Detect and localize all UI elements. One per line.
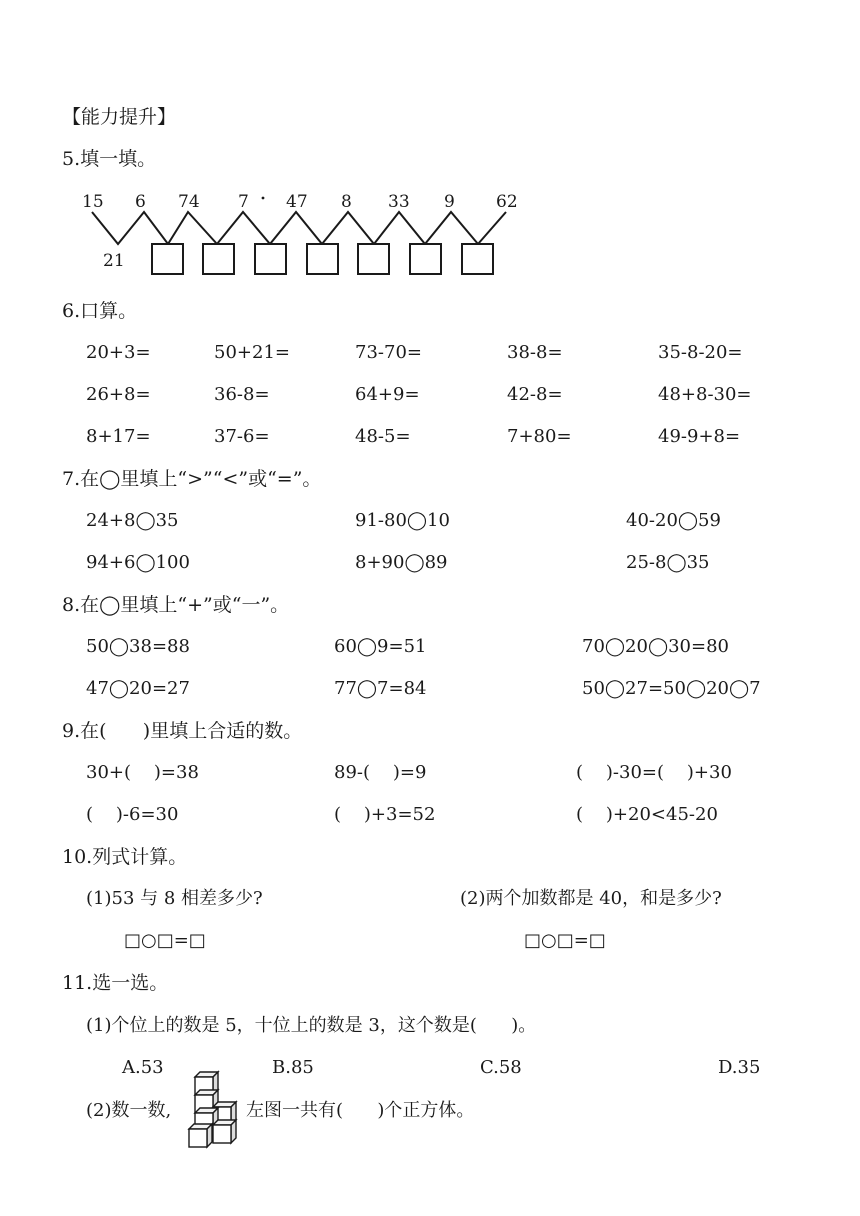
q11-option-b[interactable]: B.85 [272, 1057, 314, 1078]
q11-option-c[interactable]: C.58 [480, 1057, 522, 1078]
q5-title: 5.填一填。 [62, 148, 157, 170]
q6-item: 7+80= [507, 426, 572, 447]
q5-answer-box[interactable] [152, 244, 183, 274]
q11-sub2-prefix: (2)数一数, [86, 1100, 172, 1121]
q8-item: 47◯20=27 [86, 678, 190, 699]
q8-item: 70◯20◯30=80 [582, 636, 729, 657]
q6-item: 8+17= [86, 426, 151, 447]
q11-option-a[interactable]: A.53 [122, 1057, 164, 1078]
q9-item: ( )-30=( )+30 [576, 762, 732, 783]
q7-item: 8+90◯89 [355, 552, 448, 573]
q9-item: 30+( )=38 [86, 762, 199, 783]
cube-stack-figure [187, 1068, 247, 1148]
q5-answer-box[interactable] [203, 244, 234, 274]
q10-sub2: (2)两个加数都是 40，和是多少? [460, 888, 722, 909]
q9-item: ( )+20<45-20 [576, 804, 718, 825]
q6-item: 26+8= [86, 384, 151, 405]
q6-item: 48-5= [355, 426, 411, 447]
q9-item: ( )-6=30 [86, 804, 179, 825]
q10-template-2: □○□=□ [524, 930, 606, 951]
q7-item: 25-8◯35 [626, 552, 710, 573]
q10-template-1: □○□=□ [124, 930, 206, 951]
q5-top-number: 74 [178, 192, 200, 212]
q5-zigzag-diagram [0, 0, 860, 300]
q5-top-number: 6 [135, 192, 146, 212]
q6-item: 50+21= [214, 342, 290, 363]
q6-item: 42-8= [507, 384, 563, 405]
q11-sub2-suffix: 左图一共有( )个正方体。 [246, 1100, 475, 1121]
q6-item: 49-9+8= [658, 426, 741, 447]
q6-item: 64+9= [355, 384, 420, 405]
q5-top-number: 15 [82, 192, 104, 212]
q5-top-number: 9 [444, 192, 455, 212]
q7-item: 91-80◯10 [355, 510, 450, 531]
q11-sub1: (1)个位上的数是 5，十位上的数是 3，这个数是( )。 [86, 1015, 537, 1036]
q7-item: 40-20◯59 [626, 510, 721, 531]
q6-item: 37-6= [214, 426, 270, 447]
q9-item: 89-( )=9 [334, 762, 427, 783]
q6-item: 38-8= [507, 342, 563, 363]
q6-item: 35-8-20= [658, 342, 743, 363]
q5-top-number: 62 [496, 192, 518, 212]
q5-answer-box[interactable] [255, 244, 286, 274]
q5-top-number: 7 [238, 192, 249, 212]
q5-answer-box[interactable] [410, 244, 441, 274]
q8-title: 8.在◯里填上“+”或“一”。 [62, 594, 290, 616]
q11-option-d[interactable]: D.35 [718, 1057, 761, 1078]
q5-top-number: 47 [286, 192, 308, 212]
q5-answer-box[interactable] [358, 244, 389, 274]
q5-answer-box[interactable] [307, 244, 338, 274]
q7-item: 94+6◯100 [86, 552, 190, 573]
q6-item: 20+3= [86, 342, 151, 363]
q6-item: 73-70= [355, 342, 422, 363]
q10-title: 10.列式计算。 [62, 846, 188, 868]
q10-sub1: (1)53 与 8 相差多少? [86, 888, 263, 909]
q9-title: 9.在( )里填上合适的数。 [62, 720, 303, 742]
q5-answer-box[interactable] [462, 244, 493, 274]
q6-item: 48+8-30= [658, 384, 752, 405]
q6-title: 6.口算。 [62, 300, 138, 322]
q8-item: 50◯27=50◯20◯7 [582, 678, 761, 699]
q7-title: 7.在◯里填上“>”“<”或“=”。 [62, 468, 322, 490]
q7-item: 24+8◯35 [86, 510, 179, 531]
q5-top-number: 8 [341, 192, 352, 212]
q6-item: 36-8= [214, 384, 270, 405]
q5-bottom-number: 21 [103, 251, 125, 271]
section-title: 【能力提升】 [62, 106, 177, 128]
q8-item: 77◯7=84 [334, 678, 427, 699]
q8-item: 50◯38=88 [86, 636, 190, 657]
q8-item: 60◯9=51 [334, 636, 427, 657]
q11-title: 11.选一选。 [62, 972, 169, 994]
q5-top-number: 33 [388, 192, 410, 212]
q9-item: ( )+3=52 [334, 804, 436, 825]
